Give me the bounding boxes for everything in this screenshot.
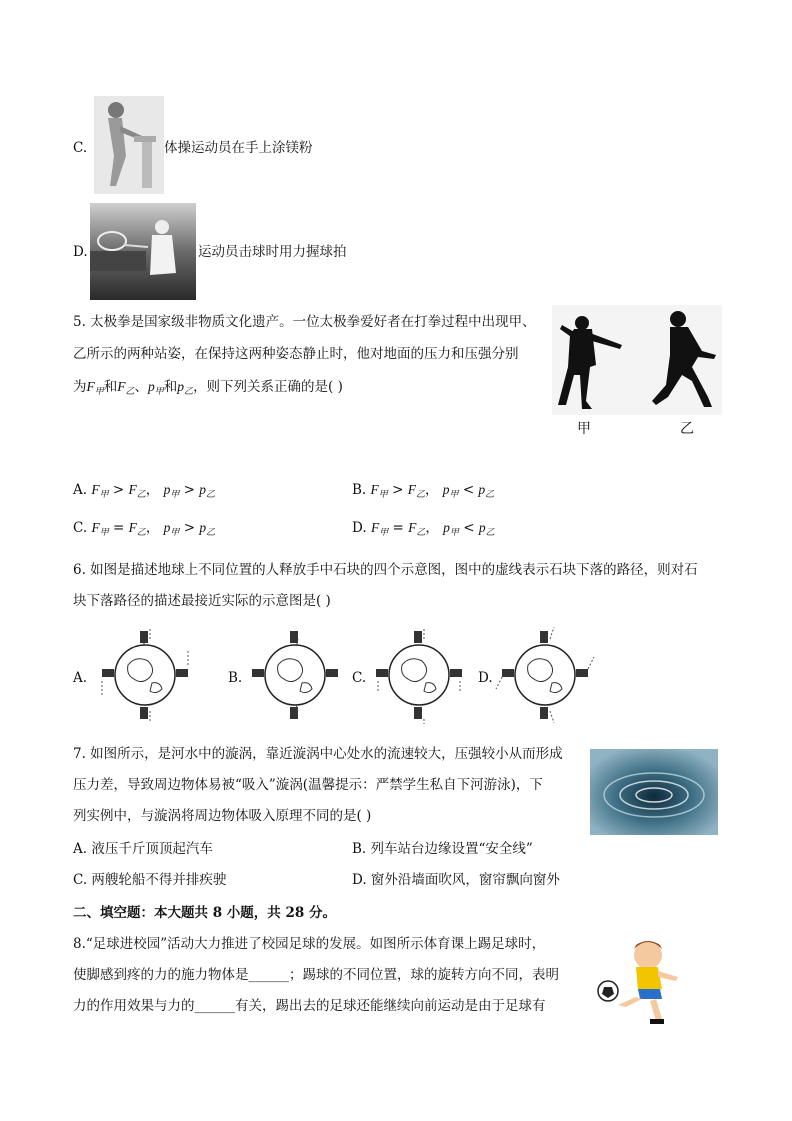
q6-option-d-label[interactable]: D. xyxy=(478,670,493,686)
q5-stem-line-2: 乙所示的两种站姿，在保持这两种姿态静止时，他对地面的压力和压强分别 xyxy=(73,346,519,362)
globe-diagram-b xyxy=(240,625,350,729)
q6-stem-line-2: 块下落路径的描述最接近实际的示意图是( ) xyxy=(73,593,331,609)
tennis-player-photo xyxy=(90,203,196,300)
q5-option-c[interactable]: C. $F_甲 = F_乙$， $p_甲 > p_乙$ xyxy=(73,520,216,538)
q5-stem-line-1: 5. 太极拳是国家级非物质文化遗产。一位太极拳爱好者在打拳过程中出现甲、 xyxy=(73,314,536,330)
q8-stem-line-3: 力的作用效果与力的______有关，踢出去的足球还能继续向前运动是由于足球有 xyxy=(73,998,546,1014)
q7-stem-line-3: 列实例中，与漩涡将周边物体吸入原理不同的是( ) xyxy=(73,808,372,824)
q6-option-b-label[interactable]: B. xyxy=(228,670,243,686)
q7-stem-line-1: 7. 如图所示，是河水中的漩涡，靠近漩涡中心处水的流速较大，压强较小从而形成 xyxy=(73,746,563,762)
gymnast-chalk-photo xyxy=(94,96,164,194)
q8-stem-line-1: 8.“足球进校园”活动大力推进了校园足球的发展。如图所示体育课上踢足球时， xyxy=(73,936,546,952)
q4-option-d-text: 运动员击球时用力握球拍 xyxy=(198,244,347,260)
q6-stem-line-1: 6. 如图是描述地球上不同位置的人释放手中石块的四个示意图，图中的虚线表示石块下落的路径，则对石 xyxy=(73,562,698,578)
section-2-heading: 二、填空题：本大题共 8 小题，共 28 分。 xyxy=(73,905,336,921)
q7-option-b[interactable]: B. 列车站台边缘设置“安全线” xyxy=(352,841,533,857)
q8-stem-line-2: 使脚感到疼的力的施力物体是______；踢球的不同位置，球的旋转方向不同，表明 xyxy=(73,967,559,983)
q4-option-c-text: 体操运动员在手上涂镁粉 xyxy=(164,140,313,156)
q5-stem-line-3: 为$F_甲$和$F_乙$、$p_甲$和$p_乙$，则下列关系正确的是( ) xyxy=(73,379,343,397)
q7-option-d[interactable]: D. 窗外沿墙面吹风，窗帘飘向窗外 xyxy=(352,872,560,888)
q5-option-b[interactable]: B. $F_甲 > F_乙$， $p_甲 < p_乙$ xyxy=(352,482,495,500)
q7-option-c[interactable]: C. 两艘轮船不得并排疾驶 xyxy=(73,872,227,888)
globe-diagram-a xyxy=(90,625,200,729)
whirlpool-photo xyxy=(590,749,718,835)
q6-option-a-label[interactable]: A. xyxy=(73,670,88,686)
q5-option-d[interactable]: D. $F_甲 = F_乙$， $p_甲 < p_乙$ xyxy=(352,520,495,538)
q7-stem-line-2: 压力差，导致周边物体易被“吸入”漩涡(温馨提示：严禁学生私自下河游泳)，下 xyxy=(73,777,543,793)
q4-option-c-label: C. xyxy=(73,140,88,156)
globe-diagram-c xyxy=(364,625,474,729)
q6-option-c-label[interactable]: C. xyxy=(352,670,367,686)
globe-diagram-d xyxy=(490,625,600,729)
figure-label-yi: 乙 xyxy=(680,421,694,437)
q4-option-d-label: D. xyxy=(73,244,88,260)
figure-label-jia: 甲 xyxy=(577,421,591,437)
q5-option-a[interactable]: A. $F_甲 > F_乙$， $p_甲 > p_乙$ xyxy=(73,482,216,500)
football-kid-illustration xyxy=(596,937,692,1027)
q7-option-a[interactable]: A. 液压千斤顶顶起汽车 xyxy=(73,841,213,857)
